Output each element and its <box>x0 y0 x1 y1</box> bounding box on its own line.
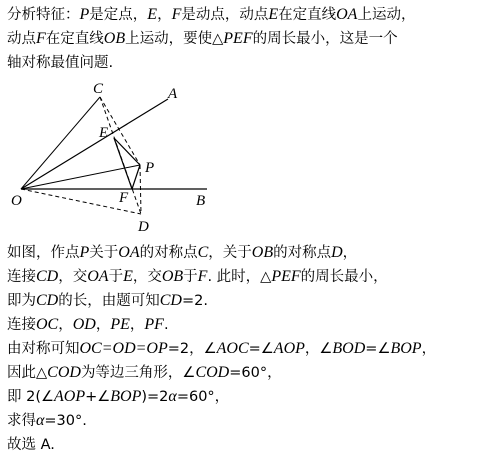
text: 求得 <box>7 413 36 429</box>
text: 关于 <box>89 245 119 261</box>
text: ， <box>157 7 172 23</box>
var-E: E <box>147 6 158 23</box>
var-BOD: BOD <box>332 340 366 357</box>
var-F: F <box>171 6 182 23</box>
solution-line-3 <box>7 292 208 310</box>
text: . 此时，△ <box>207 269 272 285</box>
text: ， <box>342 245 358 261</box>
label-C: C <box>93 81 104 97</box>
text: =60°， <box>176 389 230 405</box>
text: =60°， <box>229 365 282 381</box>
solution-line-9: 故选 A. <box>7 437 55 453</box>
var-P: P <box>79 244 90 261</box>
text: . <box>163 317 169 333</box>
text: 的周长最小， <box>300 269 388 285</box>
var-BOP: BOP <box>110 388 142 405</box>
text: 为等边三角形，∠ <box>80 365 196 381</box>
var-alpha: α <box>168 388 177 405</box>
var-OA: OA <box>336 6 358 23</box>
text: 的对称点 <box>139 245 198 261</box>
text: ，∠ <box>304 341 333 357</box>
var-equation: OC=OD=OP <box>79 340 168 357</box>
intro-line-2 <box>7 30 398 48</box>
text: 的周长最小，这是一个 <box>252 31 398 47</box>
text: 是动点，动点 <box>181 7 269 23</box>
text: 于 <box>108 269 124 285</box>
text: 分析特征： <box>7 7 80 23</box>
var-OC: OC <box>36 316 59 333</box>
var-OA: OA <box>118 244 140 261</box>
text: 上运动，要使△ <box>125 31 224 47</box>
label-D: D <box>138 219 149 235</box>
var-P: P <box>79 6 90 23</box>
text: 是定点， <box>89 7 148 23</box>
label-E: E <box>99 125 109 141</box>
text: =2. <box>181 293 208 309</box>
var-PEF: PEF <box>271 268 301 285</box>
text: 动点 <box>7 31 36 47</box>
text: ， <box>129 317 145 333</box>
var-CD: CD <box>36 292 59 309</box>
solution-line-2 <box>7 268 388 286</box>
var-BOP: BOP <box>390 340 422 357</box>
var-F: F <box>36 30 46 47</box>
var-OD: OD <box>72 316 96 333</box>
var-alpha: α <box>36 412 45 429</box>
text: 由对称可知 <box>7 341 80 357</box>
text: 的对称点 <box>273 245 332 261</box>
var-COD: COD <box>195 364 230 381</box>
solution-line-7 <box>7 388 229 406</box>
segment-EF <box>114 138 132 189</box>
text: 即为 <box>7 293 36 309</box>
var-COD: COD <box>47 364 81 381</box>
label-P: P <box>145 160 155 176</box>
text: ， <box>58 317 73 333</box>
label-B: B <box>196 193 206 209</box>
text: =∠ <box>248 341 274 357</box>
solution-line-1 <box>7 244 357 262</box>
text: 于 <box>183 269 198 285</box>
var-OB: OB <box>161 268 184 285</box>
text: +∠ <box>85 389 111 405</box>
var-PE: PE <box>110 316 130 333</box>
text: 在定直线 <box>45 31 104 47</box>
text: =2，∠ <box>167 341 217 357</box>
var-CD: CD <box>159 292 182 309</box>
solution-line-8 <box>7 412 87 430</box>
text: ，关于 <box>208 245 252 261</box>
solution-line-5 <box>7 340 436 358</box>
geometry-figure <box>0 78 240 238</box>
intro-line-3: 轴对称最值问题. <box>7 55 114 71</box>
segment-PD <box>140 165 141 214</box>
var-AOP: AOP <box>54 388 86 405</box>
solution-line-4 <box>7 316 169 334</box>
text: 如图，作点 <box>7 245 80 261</box>
text: =30°. <box>44 413 87 429</box>
var-OB: OB <box>103 30 126 47</box>
solution-line-6 <box>7 364 282 382</box>
text: 即 2(∠ <box>7 389 54 405</box>
var-E: E <box>268 6 279 23</box>
text: )=2 <box>141 389 169 405</box>
intro-line-1 <box>7 6 415 24</box>
label-O: O <box>11 193 22 209</box>
var-AOC: AOC <box>216 340 249 357</box>
text: ， <box>421 341 437 357</box>
var-E: E <box>123 268 133 285</box>
var-D: D <box>331 244 343 261</box>
text: 上运动， <box>357 7 416 23</box>
label-A: A <box>168 86 178 102</box>
text: ， <box>95 317 111 333</box>
var-C: C <box>197 244 209 261</box>
var-OB: OB <box>251 244 274 261</box>
segment-FP <box>132 165 140 189</box>
text: 在定直线 <box>278 7 337 23</box>
text: =∠ <box>365 341 391 357</box>
var-AOP: AOP <box>273 340 305 357</box>
text: 连接 <box>7 269 36 285</box>
text: ，交 <box>58 269 88 285</box>
text: 的长，由题可知 <box>58 293 160 309</box>
label-F: F <box>119 190 129 206</box>
var-PF: PF <box>144 316 164 333</box>
var-OA: OA <box>87 268 109 285</box>
var-F: F <box>197 268 208 285</box>
var-PEF: PEF <box>223 30 253 47</box>
text: ，交 <box>132 269 162 285</box>
text: 因此△ <box>7 365 48 381</box>
var-CD: CD <box>36 268 59 285</box>
text: 连接 <box>7 317 36 333</box>
